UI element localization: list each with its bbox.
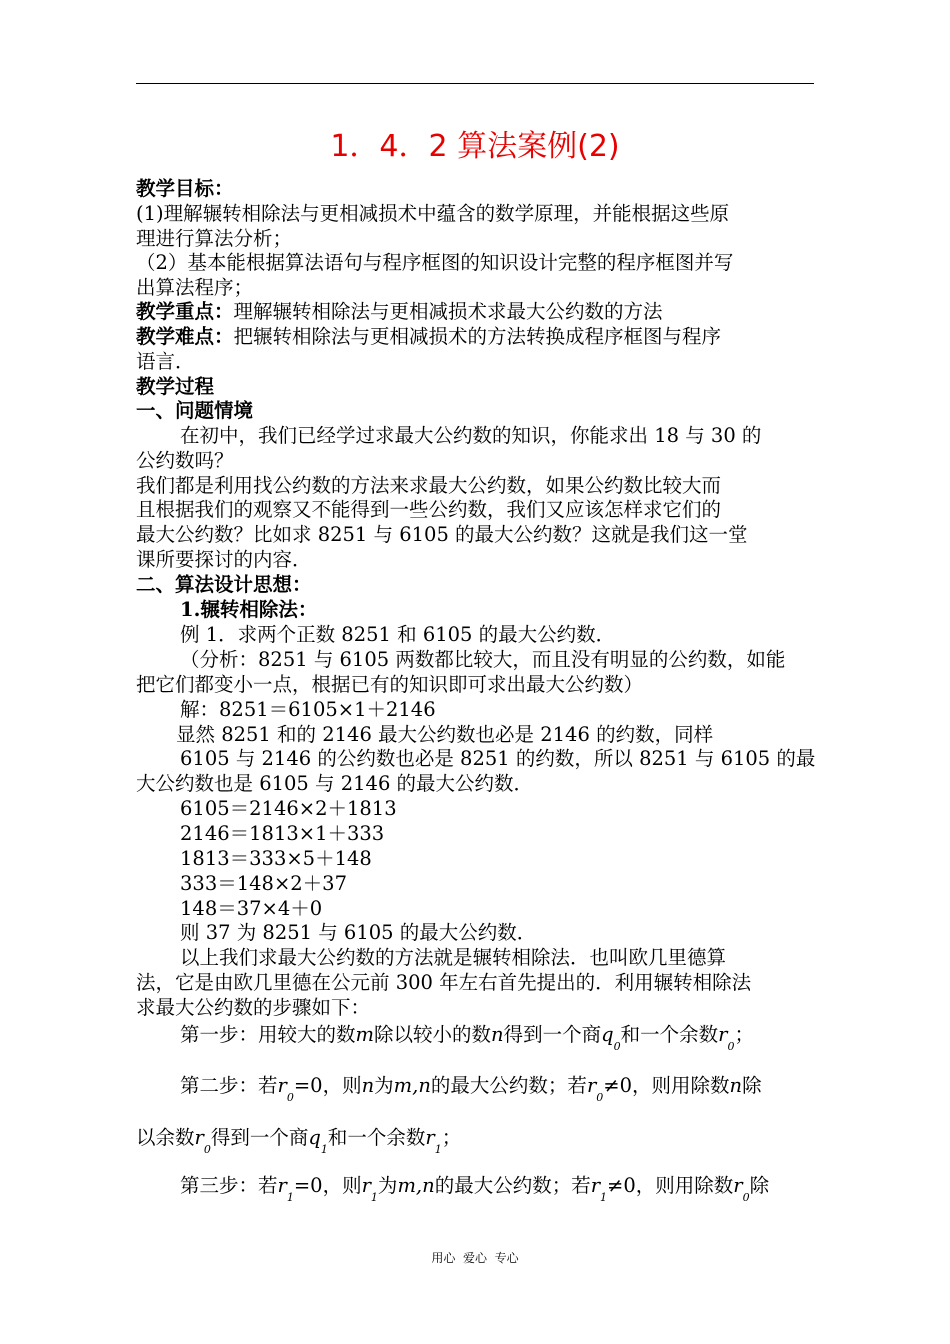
section-1-heading: 一、问题情境 bbox=[136, 399, 254, 422]
section-1-p1-line-2: 公约数吗？ bbox=[136, 449, 234, 472]
example-1: 例 1．求两个正数 8251 和 6105 的最大公约数． bbox=[180, 623, 616, 646]
subscript: 0 bbox=[727, 1040, 735, 1053]
subscript: 0 bbox=[203, 1143, 211, 1156]
difficulty-label: 教学难点： bbox=[136, 325, 234, 348]
step-2-text-b: =0，则 bbox=[293, 1074, 362, 1097]
description-line-1: 以上我们求最大公约数的方法就是辗转相除法．也叫欧几里德算 bbox=[180, 946, 727, 969]
step-3-text-e: ≠0，则用除数 bbox=[607, 1174, 734, 1197]
subscript: 1 bbox=[286, 1191, 294, 1204]
subscript: 0 bbox=[596, 1091, 604, 1104]
subscript: 1 bbox=[320, 1143, 328, 1156]
step-2-text-h: 得到一个商 bbox=[210, 1126, 309, 1149]
process-heading: 教学过程 bbox=[136, 375, 215, 398]
step-1-text-b: 除以较小的数 bbox=[374, 1023, 492, 1046]
subscript: 0 bbox=[286, 1091, 294, 1104]
difficulty-line-2: 语言． bbox=[136, 350, 195, 373]
step-1-text-e: ； bbox=[734, 1023, 754, 1046]
difficulty bbox=[136, 324, 721, 349]
key-point-label: 教学重点： bbox=[136, 300, 234, 323]
analysis-line-1: （分析：8251 与 6105 两数都比较大，而且没有明显的公约数，如能 bbox=[180, 648, 786, 671]
equation-3: 1813＝333×5＋148 bbox=[180, 847, 372, 870]
subscript: 0 bbox=[613, 1040, 621, 1053]
step-3 bbox=[180, 1173, 769, 1210]
step-2-text-f: 除 bbox=[742, 1074, 762, 1097]
step-1 bbox=[180, 1022, 754, 1059]
var-q: q bbox=[308, 1126, 321, 1149]
key-point-text: 理解辗转相除法与更相减损术求最大公约数的方法 bbox=[233, 300, 663, 323]
page-title: 1．4．2 算法案例(2) bbox=[330, 129, 620, 164]
step-3-text-c: 为 bbox=[377, 1174, 398, 1197]
section-1-p2-line-4: 课所要探讨的内容． bbox=[136, 548, 312, 571]
var-r: r bbox=[733, 1174, 743, 1197]
step-3-text-a: 第三步：若 bbox=[180, 1174, 278, 1197]
step-1-text-c: 得到一个商 bbox=[503, 1023, 602, 1046]
step-2-text-i: 和一个余数 bbox=[327, 1126, 426, 1149]
equation-4: 333＝148×2＋37 bbox=[180, 872, 347, 895]
section-1-p2-line-3: 最大公约数？比如求 8251 与 6105 的最大公约数？这就是我们这一堂 bbox=[136, 523, 748, 546]
var-r: r bbox=[277, 1074, 287, 1097]
var-n: n bbox=[361, 1074, 375, 1097]
key-point bbox=[136, 299, 663, 324]
var-n: n bbox=[729, 1074, 743, 1097]
step-3-text-f: 除 bbox=[749, 1174, 770, 1197]
header-rule bbox=[136, 83, 814, 84]
subscript: 1 bbox=[434, 1143, 442, 1156]
reason-1: 显然 8251 和的 2146 最大公约数也必是 2146 的约数，同样 bbox=[176, 723, 714, 746]
step-2-text-j: ； bbox=[441, 1126, 462, 1149]
objectives-heading: 教学目标： bbox=[136, 177, 234, 200]
reason-2-line-1: 6105 与 2146 的公约数也必是 8251 的约数，所以 8251 与 6105 的最 bbox=[180, 747, 816, 770]
equation-2: 2146＝1813×1＋333 bbox=[180, 822, 385, 845]
step-1-text-a: 第一步：用较大的数 bbox=[180, 1023, 356, 1046]
section-1-p2-line-1: 我们都是利用找公约数的方法来求最大公约数，如果公约数比较大而 bbox=[136, 474, 722, 497]
step-2-text-a: 第二步：若 bbox=[180, 1074, 278, 1097]
step-2-continued bbox=[136, 1125, 461, 1162]
equation-5: 148＝37×4＋0 bbox=[180, 897, 323, 920]
page-footer: 用心 爱心 专心 bbox=[431, 1251, 519, 1265]
equation-1: 6105＝2146×2＋1813 bbox=[180, 797, 397, 820]
var-r: r bbox=[586, 1074, 597, 1097]
step-2 bbox=[180, 1073, 762, 1110]
step-3-text-d: 的最大公约数；若 bbox=[434, 1174, 591, 1197]
var-q: q bbox=[601, 1023, 614, 1046]
analysis-line-2: 把它们都变小一点，根据已有的知识即可求出最大公约数） bbox=[136, 673, 644, 696]
var-n: n bbox=[491, 1023, 504, 1046]
subscript: 1 bbox=[600, 1191, 608, 1204]
step-2-text-e: ≠0，则用除数 bbox=[603, 1074, 730, 1097]
objective-1-line-2: 理进行算法分析； bbox=[136, 227, 293, 250]
step-2-text-d: 的最大公约数；若 bbox=[430, 1074, 587, 1097]
var-mn: m,n bbox=[397, 1174, 435, 1197]
section-2-heading: 二、算法设计思想： bbox=[136, 573, 312, 596]
objective-1-line-1: (1)理解辗转相除法与更相减损术中蕴含的数学原理，并能根据这些原 bbox=[136, 202, 730, 225]
section-2-subheading: 1.辗转相除法： bbox=[180, 598, 318, 621]
section-1-p2-line-2: 且根据我们的观察又不能得到一些公约数，我们又应该怎样求它们的 bbox=[136, 498, 722, 521]
var-r: r bbox=[718, 1023, 728, 1046]
var-r: r bbox=[425, 1126, 435, 1149]
var-mn: m,n bbox=[393, 1074, 431, 1097]
step-2-text-c: 为 bbox=[374, 1074, 394, 1097]
var-r: r bbox=[361, 1174, 371, 1197]
section-1-p1-line-1: 在初中，我们已经学过求最大公约数的知识，你能求出 18 与 30 的 bbox=[180, 424, 762, 447]
conclusion: 则 37 为 8251 与 6105 的最大公约数． bbox=[180, 921, 537, 944]
description-line-3: 求最大公约数的步骤如下： bbox=[136, 996, 371, 1019]
step-3-text-b: =0，则 bbox=[293, 1174, 362, 1197]
objective-2-line-2: 出算法程序； bbox=[136, 276, 254, 299]
difficulty-text: 把辗转相除法与更相减损术的方法转换成程序框图与程序 bbox=[233, 325, 722, 348]
reason-2-line-2: 大公约数也是 6105 与 2146 的最大公约数． bbox=[136, 772, 534, 795]
var-r: r bbox=[277, 1174, 287, 1197]
description-line-2: 法，它是由欧几里德在公元前 300 年左右首先提出的．利用辗转相除法 bbox=[136, 971, 752, 994]
subscript: 1 bbox=[370, 1191, 378, 1204]
step-2-text-g: 以余数 bbox=[136, 1126, 195, 1149]
subscript: 0 bbox=[742, 1191, 750, 1204]
var-r: r bbox=[194, 1126, 204, 1149]
var-m: m bbox=[355, 1023, 375, 1046]
step-1-text-d: 和一个余数 bbox=[620, 1023, 719, 1046]
objective-2-line-1: （2）基本能根据算法语句与程序框图的知识设计完整的程序框图并写 bbox=[136, 251, 734, 274]
solution: 解：8251＝6105×1＋2146 bbox=[180, 698, 436, 721]
var-r: r bbox=[590, 1174, 601, 1197]
